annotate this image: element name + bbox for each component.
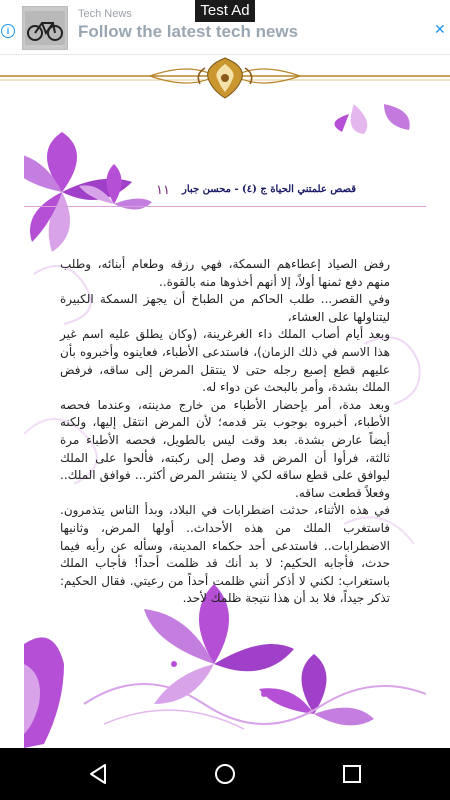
- paragraph: وبعد أيام أصاب الملك داء الغرغرينة، (وكان يطلق عليه اسم غير هذا الاسم في ذلك الزمان)، فاستدعى الأطباء، فعاينوه وأخبروه بأن عليهم قطع إصبع رجله حتى لا ينتقل المرض إلى ساقه، فرفض الملك بشدة، وأمر بالبحث عن دواء له.: [60, 327, 390, 395]
- recents-square-icon[interactable]: [340, 762, 364, 786]
- close-icon[interactable]: ✕: [434, 21, 446, 37]
- paragraph: وبعد مدة، أمر بإحضار الأطباء من خارج مدينته، وعندما فحصه الأطباء، أخبروه بوجوب بتر قدمه؛ لأن المرض انتقل إليها، ولكنه أيضاً عارض بشدة. بعد وقت ليس بالطويل، فحصه الأطباء مرة ثالثة، فرأوا أن المرض قد وصل إلى ركبته، فألحوا على الملك ليوافق على قطع ساقه لكي لا ينتشر المرض أكثر... فوافق الملك.. وفعلاً قطعت ساقه.: [60, 397, 390, 500]
- paragraph: رفض الصياد إعطاءهم السمكة، فهي رزقه وطعام أبنائه، وطلب منهم دفع ثمنها أولاً، إلا أنهم أخذوها منه بالقوة..: [60, 257, 390, 289]
- back-triangle-icon[interactable]: [86, 762, 110, 786]
- ad-banner[interactable]: [0, 0, 450, 55]
- ad-headline[interactable]: Follow the latest tech news: [78, 22, 299, 41]
- info-icon[interactable]: i: [1, 24, 15, 38]
- page-header-title: قصص علمتني الحياة ج (٤) - محسن جبار: [182, 184, 356, 195]
- ad-thumbnail[interactable]: [22, 6, 68, 50]
- paragraph: وفي القصر... طلب الحاكم من الطباخ أن يجهز السمكة الكبيرة ليتناولها على العشاء،: [60, 292, 390, 324]
- bicycle-icon: [25, 11, 65, 45]
- paragraph: في هذه الأثناء، حدثت اضطرابات في البلاد، وبدأ الناس يتذمرون. فاستغرب الملك من هذه الأحداث.. أولها المرض، وثانيها الاضطرابات.. فاستدعى أحد حكماء المدينة، وسأله عن رأيه فيما حدث، فأجابه الحكيم: لا بد أنك قد ظلمت أحداً! فأجاب الملك باستغراب: لكني لا أذكر أنني ظلمت أحداً من رعيتي. فقال الحكيم: تذكر جيداً، فلا بد أن هذا نتيجة ظلمك لأحد.: [60, 503, 390, 606]
- story-text: [60, 256, 390, 608]
- book-page[interactable]: [24, 104, 426, 748]
- ad-source: Tech News: [78, 8, 132, 20]
- system-navigation-bar: [0, 748, 450, 800]
- page-number: ١١: [156, 183, 170, 198]
- ornament-divider: [0, 54, 450, 104]
- ad-label: Test Ad: [195, 0, 255, 22]
- home-circle-icon[interactable]: [213, 762, 237, 786]
